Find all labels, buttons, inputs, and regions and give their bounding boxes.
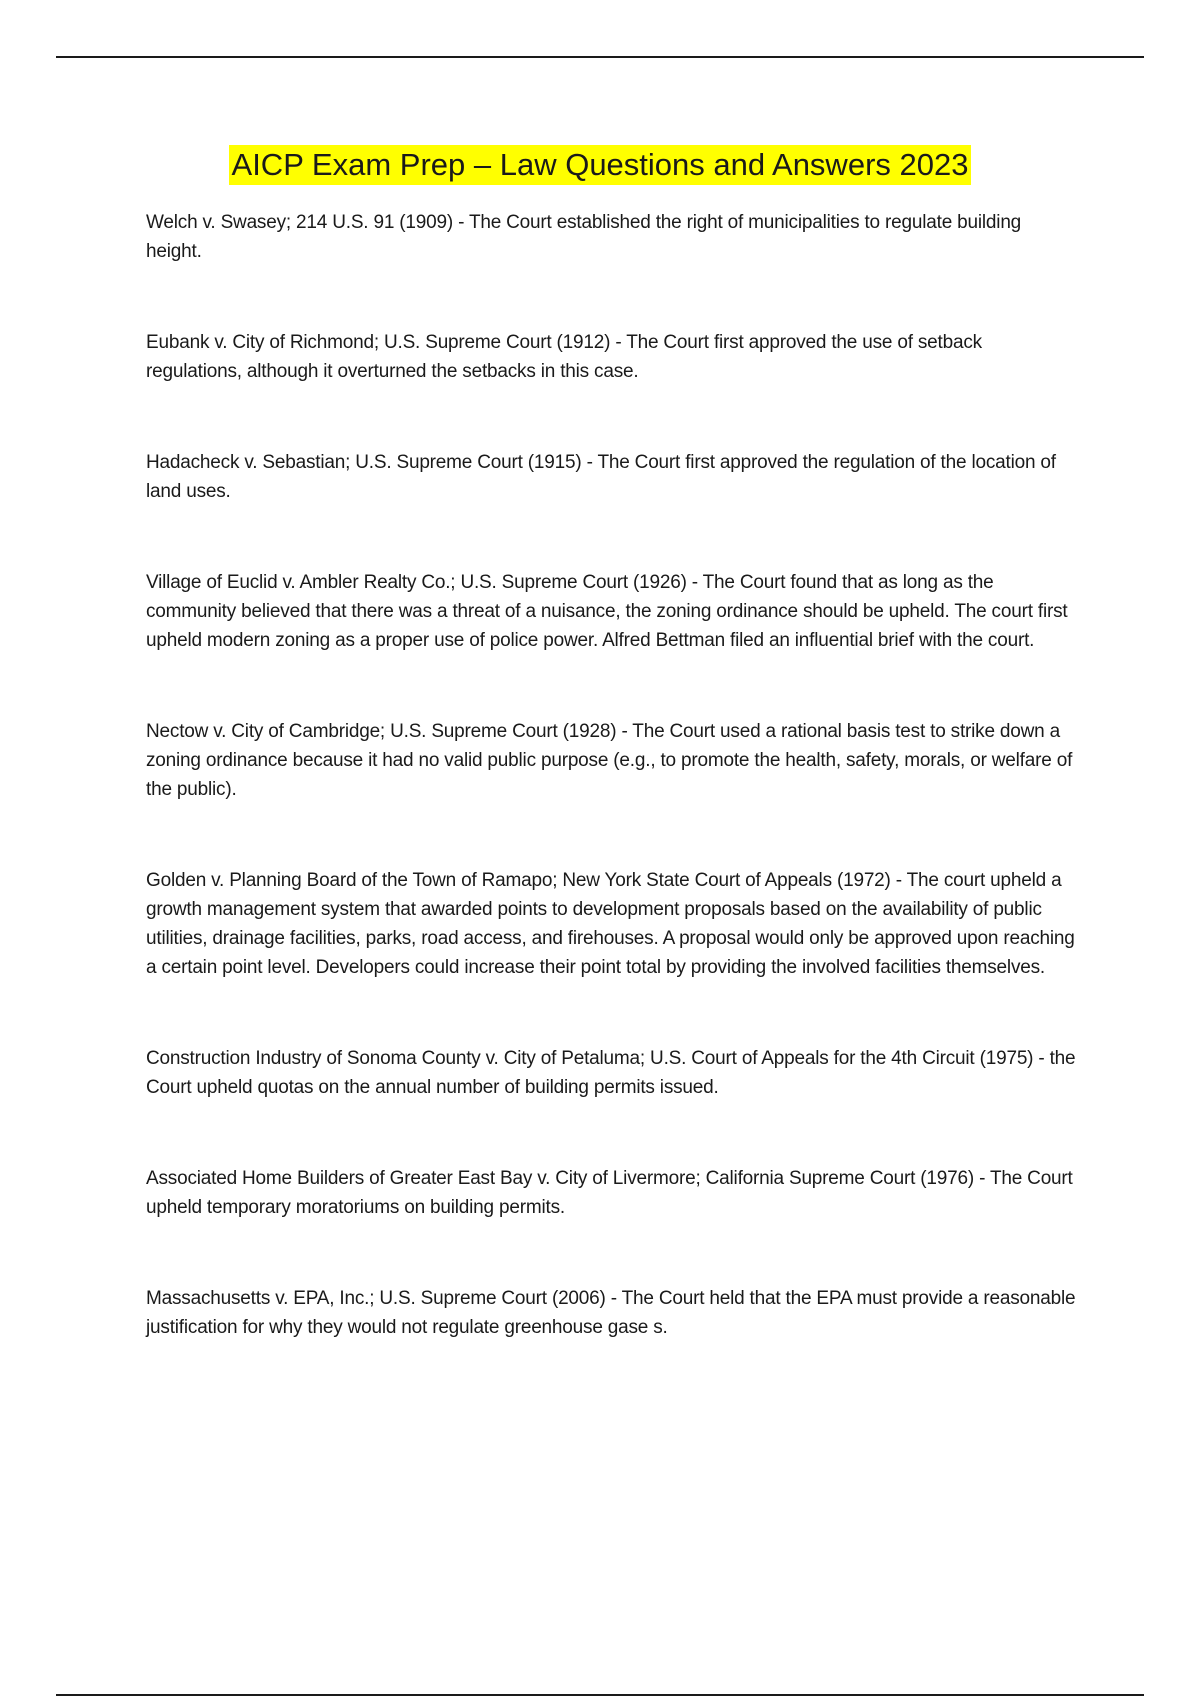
case-entry: Village of Euclid v. Ambler Realty Co.; U.S. Supreme Court (1926) - The Court found that as long as the community believed that there was a threat of a nuisance, the zoning ordinance should be upheld. The court first upheld modern zoning as a proper use of police power. Alfred Bettman filed an influential brief with the court. <box>146 572 1068 651</box>
bottom-rule <box>56 1694 1144 1696</box>
case-entry: Golden v. Planning Board of the Town of Ramapo; New York State Court of Appeals (1972) - The court upheld a growth management system that awarded points to development proposals based on the availability of public utilities, drainage facilities, parks, road access, and firehouses. A proposal would only be approved upon reaching a certain point level. Developers could increase their point total by providing the involved facilities themselves. <box>146 870 1075 978</box>
case-entry: Welch v. Swasey; 214 U.S. 91 (1909) - The Court established the right of municipalities to regulate building height. <box>146 212 1022 262</box>
case-entry: Associated Home Builders of Greater East Bay v. City of Livermore; California Supreme Court (1976) - The Court upheld temporary moratoriums on building permits. <box>146 1168 1073 1218</box>
case-entry: Eubank v. City of Richmond; U.S. Supreme Court (1912) - The Court first approved the use of setback regulations, although it overturned the setbacks in this case. <box>146 332 982 382</box>
case-entry: Nectow v. City of Cambridge; U.S. Supreme Court (1928) - The Court used a rational basis test to strike down a zoning ordinance because it had no valid public purpose (e.g., to promote the health, safety, morals, or welfare of the public). <box>146 721 1073 800</box>
case-list <box>146 208 1076 1342</box>
page-title: AICP Exam Prep – Law Questions and Answers 2023 <box>229 145 972 185</box>
top-rule <box>56 56 1144 58</box>
case-entry: Construction Industry of Sonoma County v. City of Petaluma; U.S. Court of Appeals for the 4th Circuit (1975) - the Court upheld quotas on the annual number of building permits issued. <box>146 1048 1076 1098</box>
title-wrap <box>0 145 1200 185</box>
case-entry: Massachusetts v. EPA, Inc.; U.S. Supreme Court (2006) - The Court held that the EPA must provide a reasonable justification for why they would not regulate greenhouse gase s. <box>146 1288 1076 1338</box>
case-entry: Hadacheck v. Sebastian; U.S. Supreme Court (1915) - The Court first approved the regulation of the location of land uses. <box>146 452 1056 502</box>
